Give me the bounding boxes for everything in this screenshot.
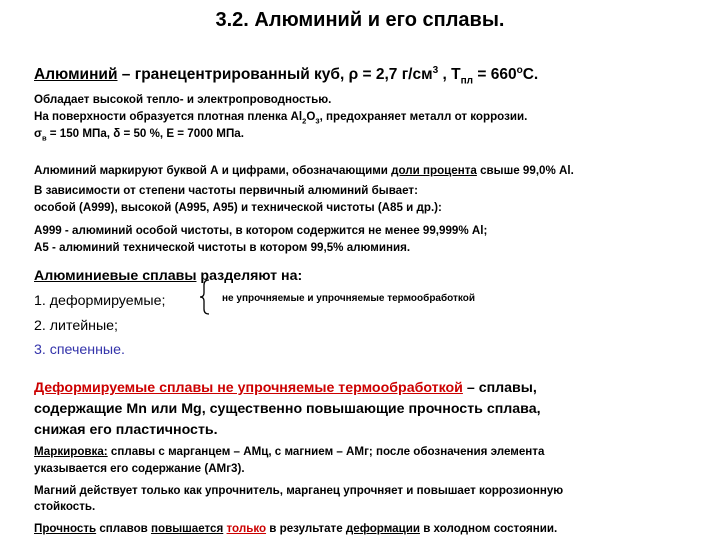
alloy-type-3: 3. спеченные. [34,342,125,358]
strength-text-1: сплавов [96,522,152,535]
wrought-heading-red: Деформируемые сплавы не упрочняемые термообработкой [34,380,463,396]
alloys-heading-underlined: Алюминиевые сплавы [34,268,197,284]
strength-text-3: в результате [266,522,346,535]
wrought-line-3: снижая его пластичность. [34,422,218,438]
oxide-sub-2: 3 [315,116,320,126]
marking-underlined: доли процента [391,164,477,177]
aluminum-density: – гранецентрированный куб, ρ = 2,7 г/см [117,66,433,84]
grading-label: Маркировка: [34,445,108,458]
magnesium-line-2: стойкость. [34,500,96,513]
wrought-heading-rest: – сплавы, [462,380,537,396]
sigma-symbol: σ [34,127,42,140]
grading-line-1 [34,445,544,458]
oxide-text-c: , предохраняет металл от коррозии. [319,110,528,123]
mechanical-props-line [34,127,244,142]
purity-a999: А999 - алюминий особой чистоты, в котором содержится не менее 99,999% Al; [34,224,488,237]
melting-subscript: пл [460,75,474,87]
alloy-type-2: 2. литейные; [34,318,118,334]
oxide-sub-1: 2 [302,116,307,126]
conductivity-line: Обладает высокой тепло- и электропроводностью. [34,93,332,106]
purity-intro: В зависимости от степени частоты первичный алюминий бывает: [34,184,418,197]
oxide-text-b: O [306,110,316,123]
melting-unit: С. [522,66,539,84]
degree-mark: о [516,65,523,76]
strength-word-4: деформации [345,522,420,535]
alloy-type-1: 1. деформируемые; [34,293,166,309]
purity-grades: особой (А999), высокой (А995, А95) и технической чистоты (А85 и др.): [34,201,442,214]
alloys-heading [34,268,302,284]
marking-line [34,164,574,177]
alloys-heading-rest: разделяют на: [196,268,303,284]
heat-treatment-note: не упрочняемые и упрочняемые термообработкой [222,293,476,304]
marking-text-b: свыше 99,0% Al. [476,164,574,177]
marking-text-a: Алюминий маркируют буквой А и цифрами, обозначающими [34,164,392,177]
purity-a5: А5 - алюминий технической чистоты в котором 99,5% алюминия. [34,241,411,254]
curly-brace-icon [198,279,212,315]
grading-line-2: указывается его содержание (АМг3). [34,462,245,475]
melting-value: = 660 [473,66,517,84]
strength-word-2: повышается [151,522,224,535]
density-exponent: 3 [432,65,439,76]
mechanical-values: = 150 МПа, δ = 50 %, Е = 7000 МПа. [46,127,244,140]
aluminum-definition [34,65,538,86]
oxide-text-a: На поверхности образуется плотная пленка Al [34,110,303,123]
strength-text-4: в холодном состоянии. [419,522,558,535]
aluminum-term: Алюминий [34,66,118,84]
melting-label: , Т [438,66,461,84]
page-title: 3.2. Алюминий и его сплавы. [215,9,505,31]
strength-line [34,522,557,535]
grading-text: сплавы с марганцем – АМц, с магнием – АМг; после обозначения элемента [107,445,545,458]
magnesium-line-1: Магний действует только как упрочнитель, марганец упрочняет и повышает коррозионную [34,484,564,497]
wrought-heading [34,380,537,396]
strength-word-3: только [226,522,267,535]
sigma-subscript: в [41,133,47,143]
oxide-film-line [34,110,527,125]
wrought-line-2: содержащие Mn или Mg, существенно повышающие прочность сплава, [34,401,541,417]
strength-word-1: Прочность [34,522,97,535]
